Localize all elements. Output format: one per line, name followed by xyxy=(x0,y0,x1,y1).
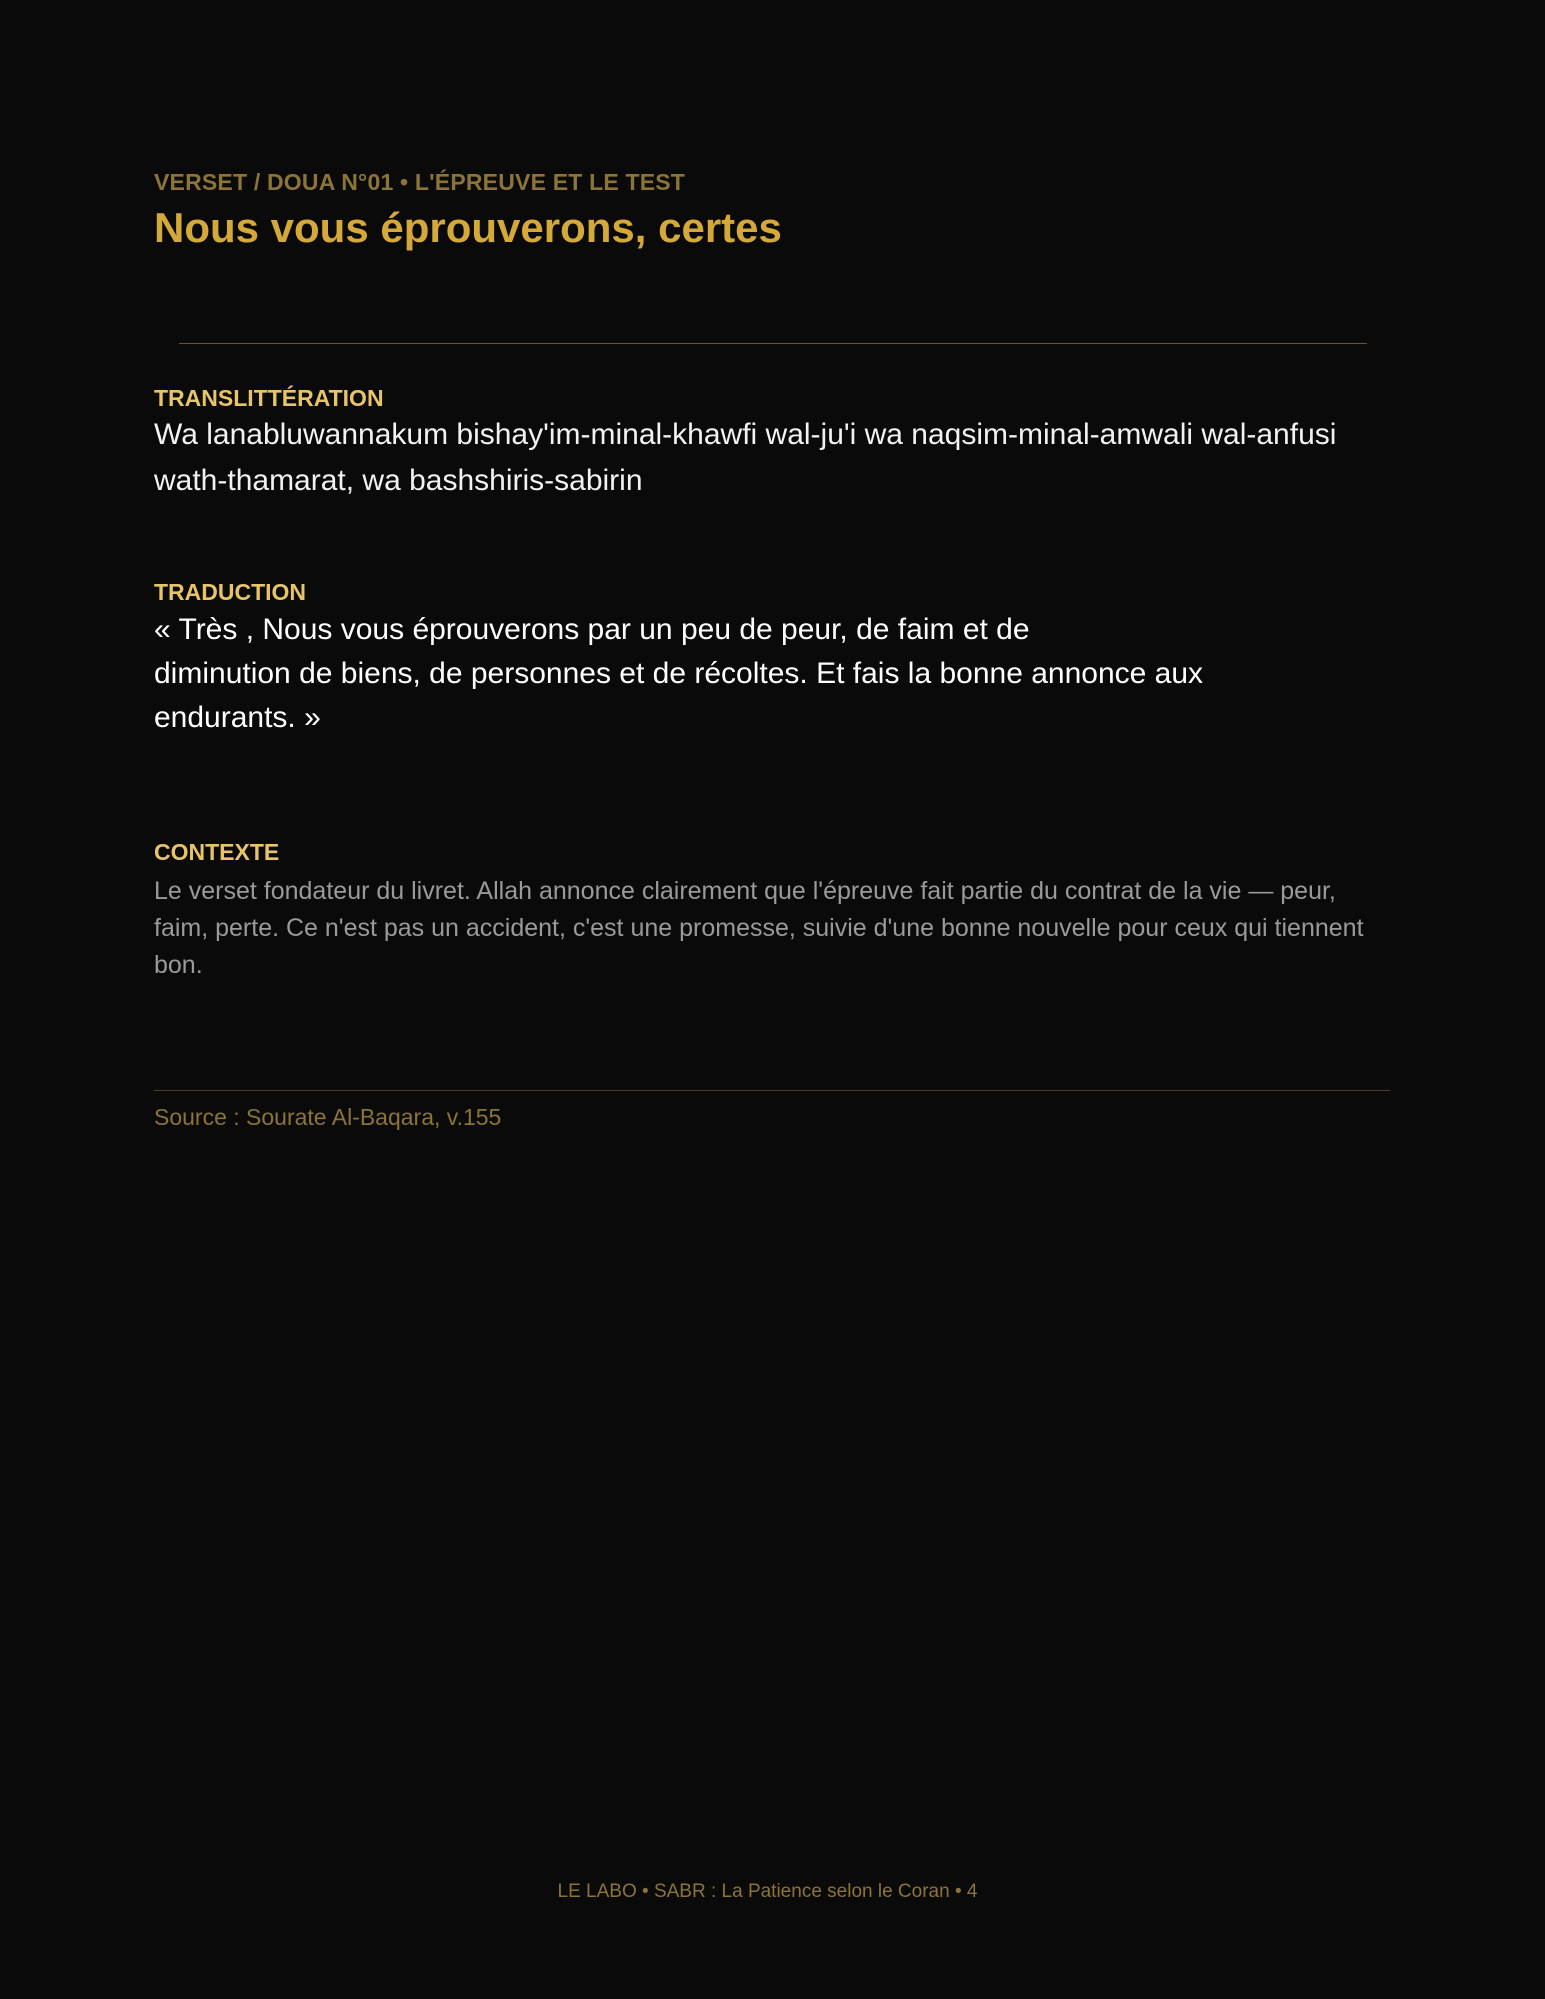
context-text: Le verset fondateur du livret. Allah annonce clairement que l'épreuve fait partie du contrat de la vie — peur, faim, perte. Ce n'est pas un accident, c'est une promesse, suivie d'une bonne nouvelle pour ceux qui tiennent bon. xyxy=(154,877,1364,979)
source-reference: Source : Sourate Al-Baqara, v.155 xyxy=(154,1104,502,1130)
translation-text xyxy=(154,608,1354,740)
source-divider xyxy=(154,1090,1390,1091)
page-footer: LE LABO • SABR : La Patience selon le Coran • 4 xyxy=(557,1881,978,1902)
translation-label: TRADUCTION xyxy=(154,579,307,605)
transliteration-label: TRANSLITTÉRATION xyxy=(154,385,384,411)
top-divider xyxy=(179,343,1367,344)
transliteration-text: Wa lanabluwannakum bishay'im-minal-khawfi wal-ju'i wa naqsim-minal-amwali wal-anfusi wath-thamarat, wa bashshiris-sabirin xyxy=(154,418,1337,497)
translation-line: « Très , Nous vous éprouverons par un peu de peur, de faim et de xyxy=(154,613,1030,646)
context-label: CONTEXTE xyxy=(154,839,280,865)
translation-line: diminution de biens, de personnes et de récoltes. Et fais la bonne annonce aux xyxy=(154,657,1204,690)
section-kicker: VERSET / DOUA N°01 • L'ÉPREUVE ET LE TEST xyxy=(154,169,686,195)
translation-line: endurants. » xyxy=(154,701,321,734)
page-title: Nous vous éprouverons, certes xyxy=(154,204,782,251)
